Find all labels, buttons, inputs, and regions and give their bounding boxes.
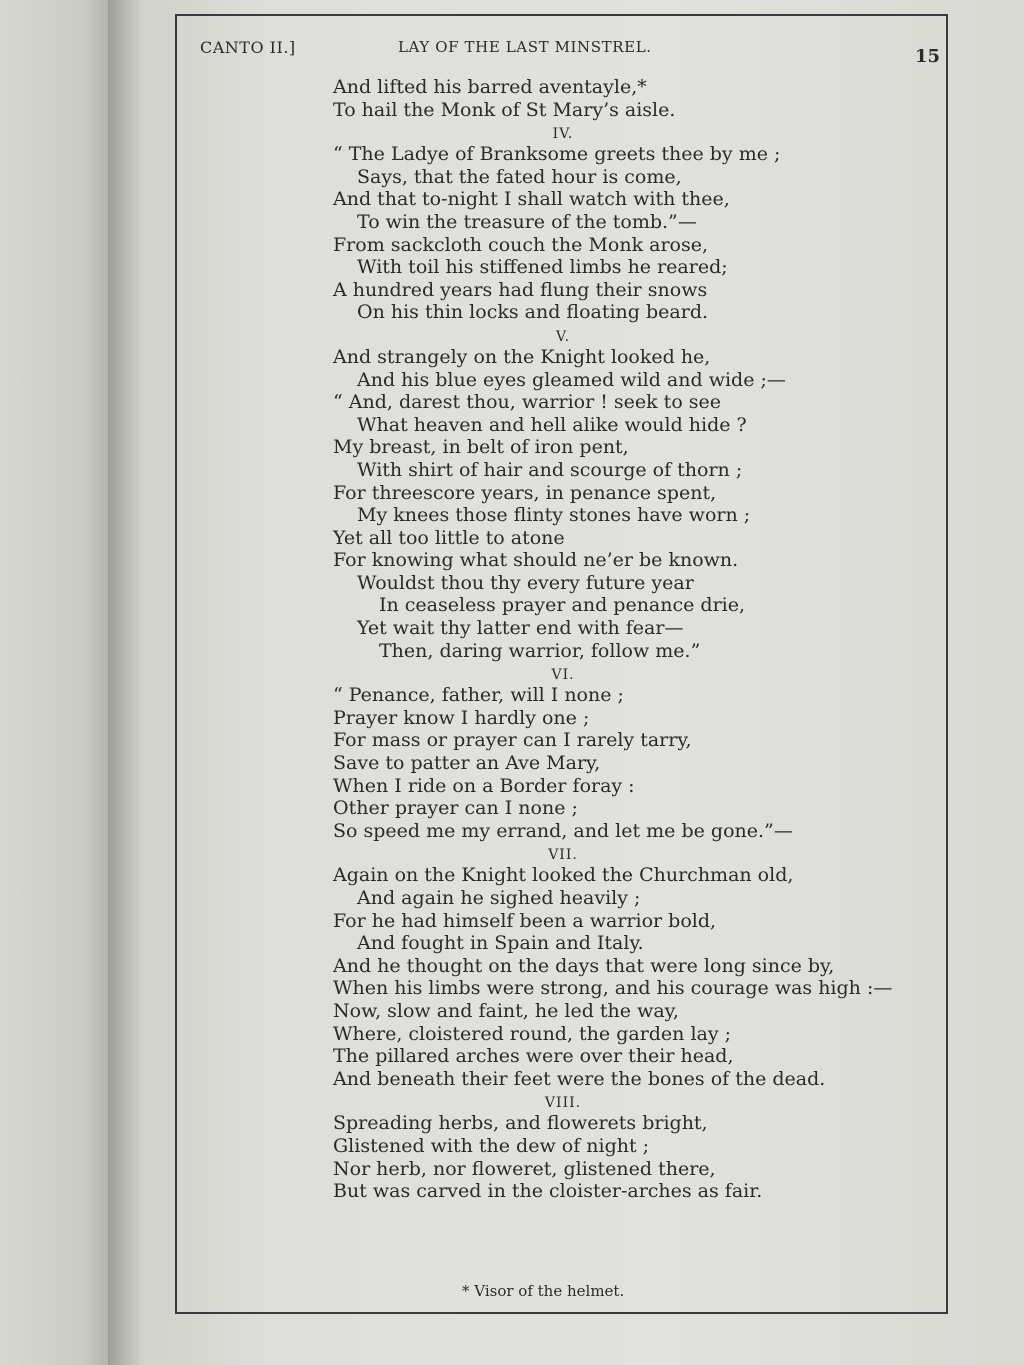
verse-line: “ The Ladye of Branksome greets thee by me ; (333, 143, 781, 166)
verse-line: With shirt of hair and scourge of thorn ; (357, 458, 743, 481)
verse-line: And that to-night I shall watch with thee, (333, 188, 730, 211)
verse-line: Then, daring warrior, follow me.” (379, 639, 701, 662)
stanza-number: VIII. (544, 1095, 582, 1112)
canto-label: CANTO II.] (200, 38, 296, 57)
running-title: LAY OF THE LAST MINSTREL. (398, 38, 652, 56)
verse-line: And beneath their feet were the bones of the dead. (333, 1067, 826, 1090)
verse-line: Other prayer can I none ; (333, 797, 578, 820)
verse-line: “ Penance, father, will I none ; (333, 684, 624, 707)
verse-line: For mass or prayer can I rarely tarry, (333, 729, 692, 752)
verse-line: For he had himself been a warrior bold, (333, 909, 717, 932)
verse-line: Prayer know I hardly one ; (333, 706, 590, 729)
verse-line: For threescore years, in penance spent, (333, 481, 717, 504)
verse-line: My breast, in belt of iron pent, (333, 436, 629, 459)
verse-line: Nor herb, nor floweret, glistened there, (333, 1157, 716, 1180)
stanza-number: V. (555, 328, 571, 345)
verse-line: Now, slow and faint, he led the way, (333, 999, 679, 1022)
verse-line: And lifted his barred aventayle,* (333, 76, 647, 98)
verse-line: To hail the Monk of St Mary’s aisle. (333, 98, 676, 121)
verse-line: Wouldst thou thy every future year (357, 571, 694, 594)
verse-line: My knees those flinty stones have worn ; (357, 504, 751, 527)
running-header (200, 38, 940, 72)
verse-line: To win the treasure of the tomb.”— (357, 210, 697, 233)
poem-text (333, 76, 933, 1203)
verse-line: On his thin locks and floating beard. (357, 301, 709, 324)
verse-line: A hundred years had flung their snows (333, 278, 708, 301)
verse-line: Spreading herbs, and flowerets bright, (333, 1112, 708, 1135)
facing-page (0, 0, 120, 1365)
page-number: 15 (914, 46, 940, 67)
verse-line: In ceaseless prayer and penance drie, (379, 594, 746, 617)
stanza-number: VII. (548, 847, 578, 864)
verse-line: Save to patter an Ave Mary, (333, 752, 601, 775)
stanza-number: IV. (552, 126, 574, 143)
verse-line: Yet wait thy latter end with fear— (357, 617, 684, 640)
verse-line: Where, cloistered round, the garden lay ; (333, 1022, 732, 1045)
verse-line: From sackcloth couch the Monk arose, (333, 233, 709, 256)
verse-line: The pillared arches were over their head, (333, 1045, 734, 1068)
verse-line: “ And, darest thou, warrior ! seek to see (333, 391, 722, 414)
verse-line: Glistened with the dew of night ; (333, 1134, 650, 1157)
verse-line: Yet all too little to atone (333, 526, 565, 549)
stanza-number: VI. (551, 667, 575, 684)
verse-line: And fought in Spain and Italy. (357, 932, 644, 955)
verse-line: When his limbs were strong, and his courage was high :— (333, 977, 893, 1000)
verse-line: Says, that the fated hour is come, (357, 165, 682, 188)
verse-line: So speed me my errand, and let me be gone.”— (333, 819, 793, 842)
verse-line: When I ride on a Border foray : (333, 774, 635, 797)
verse-line: And again he sighed heavily ; (357, 887, 641, 909)
verse-line: And he thought on the days that were long since by, (333, 954, 835, 977)
verse-line: But was carved in the cloister-arches as fair. (333, 1180, 763, 1203)
verse-line: For knowing what should ne’er be known. (333, 549, 739, 572)
footnote: * Visor of the helmet. (462, 1282, 625, 1300)
verse-line: And strangely on the Knight looked he, (333, 345, 711, 368)
verse-line: With toil his stiffened limbs he reared; (357, 256, 728, 279)
verse-line: What heaven and hell alike would hide ? (357, 413, 747, 436)
verse-line: Again on the Knight looked the Churchman old, (333, 864, 794, 887)
verse-line: And his blue eyes gleamed wild and wide ;— (357, 368, 786, 391)
